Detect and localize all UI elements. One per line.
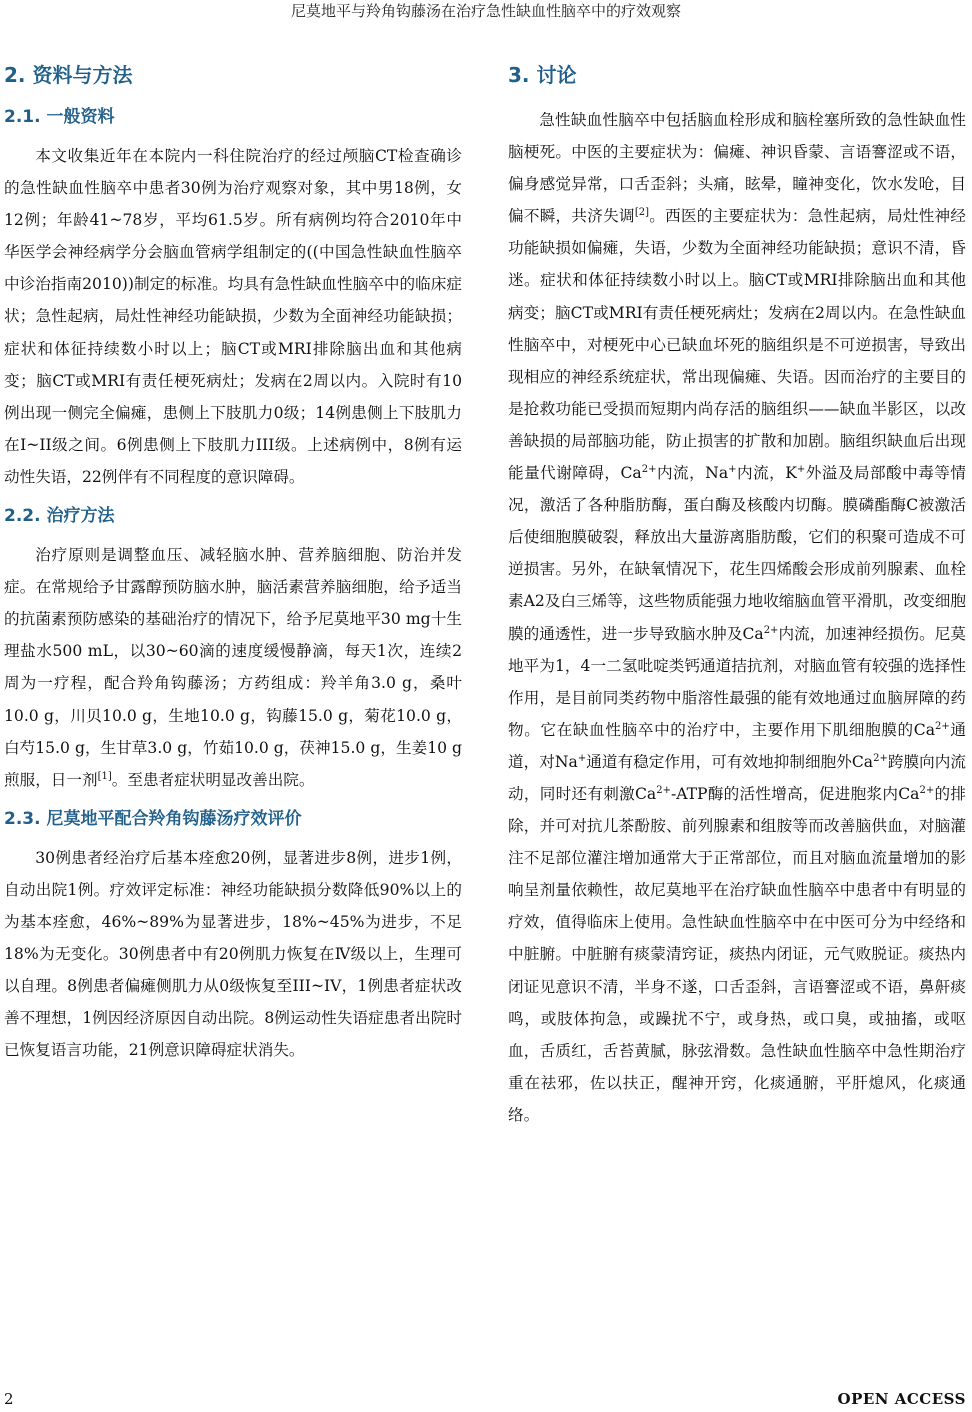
- text-segment: 的排除，并可对抗儿茶酚胺、前列腺素和组胺等而改善脑供血，对脑灌注不足部位灌注增加通常大于正常部位，而且对脑血流量增加的影响呈剂量依赖性，故尼莫地平在治疗缺血性脑卒中患者中有明显的疗效，值得临床上使用。急性缺血性脑卒中在中医可分为中经络和中脏腑。中脏腑有痰蒙清窍证，痰热内闭证，元气败脱证。痰热内闭证见意识不清，半身不遂，口舌歪斜，言语謇涩或不语，鼻鼾痰鸣，或肢体拘急，或躁扰不宁，或身热，或口臭，或抽搐，或呕血，舌质红，舌苔黄腻，脉弦滑数。急性缺血性脑卒中急性期治疗重在祛邪，佐以扶正，醒神开窍，化痰通腑，平肝熄风，化痰通络。: [508, 784, 966, 1124]
- page-number: 2: [4, 1390, 14, 1408]
- left-column: [4, 52, 462, 1076]
- text-segment: 跨膜向内流动，同时还有刺激Ca: [508, 752, 966, 803]
- paragraph-discussion: [508, 104, 966, 1131]
- text-segment: 治疗原则是调整血压、减轻脑水肿、营养脑细胞、防治并发症。在常规给予甘露醇预防脑水肿，脑活素营养脑细胞，给予适当的抗菌素预防感染的基础治疗的情况下，给予尼莫地平30 mg十生理盐水500 mL，以30~60滴的速度缓慢静滴，每天1次，连续2周为一疗程，配合羚角钩藤汤；方药组成：羚羊角3.0 g，桑叶10.0 g，川贝10.0 g，生地10.0 g，钩藤15.0 g，菊花10.0 g，白芍15.0 g，生甘草3.0 g，竹茹10.0 g，茯神15.0 g，生姜10 g煎服，日一剂: [4, 546, 462, 789]
- paragraph-evaluation: 30例患者经治疗后基本痊愈20例，显著进步8例，进步1例，自动出院1例。疗效评定标准：神经功能缺损分数降低90%以上的为基本痊愈，46%~89%为显著进步，18%~45%为进步，不足18%为无变化。30例患者中有20例肌力恢复在Ⅳ级以上，生理可以自理。8例患者偏瘫侧肌力从0级恢复至III~IV，1例患者症状改善不理想，1例因经济原因自动出院。8例运动性失语症患者出院时已恢复语言功能，21例意识障碍症状消失。: [4, 848, 462, 1060]
- text-segment: -ATP酶的活性增高，促进胞浆内Ca: [670, 784, 920, 803]
- running-header: 尼莫地平与羚角钩藤汤在治疗急性缺血性脑卒中的疗效观察: [290, 2, 681, 20]
- text-segment: 内流，加速神经损伤。尼莫地平为1，4一二氢吡啶类钙通道拮抗剂，对脑血管有较强的选择性作用，是目前同类药物中脂溶性最强的能有效地通过血脑屏障的药物。它在缺血性脑卒中的治疗中，主要作用下肌细胞膜的Ca: [508, 624, 966, 739]
- superscript-charge: +: [728, 464, 737, 476]
- text-segment: 。西医的主要症状为：急性起病，局灶性神经功能缺损如偏瘫，失语，少数为全面神经功能缺损；意识不清，昏迷。症状和体征持续数小时以上。脑CT或MRI排除脑出血和其他病变；脑CT或MRI有责任梗死病灶；发病在2周以内。在急性缺血性脑卒中，对梗死中心已缺血坏死的脑组织是不可逆损害，导致出现相应的神经系统症状，常出现偏瘫、失语。因而治疗的主要目的是抢救功能已受损而短期内尚存活的脑组织——缺血半影区，以改善缺损的局部脑功能，防止损害的扩散和加剧。脑组织缺血后出现能量代谢障碍，Ca: [508, 207, 966, 483]
- superscript-charge: 2+: [763, 624, 779, 636]
- superscript-charge: 2+: [656, 784, 671, 796]
- right-column: [508, 52, 966, 1141]
- text-segment: 通道，对Na: [508, 720, 966, 771]
- superscript-charge: 2+: [873, 752, 888, 764]
- text-segment: 外溢及局部酸中毒等情况，激活了各种脂肪酶，蛋白酶及核酸内切酶。膜磷酯酶C被激活后使细胞膜破裂，释放出大量游离脂肪酸，它们的积聚可造成不可逆损害。另外，在缺氧情况下，花生四烯酸会形成前列腺素、血栓素A2及白三烯等，这些物质能强力地收缩脑血管平滑肌，改变细胞膜的通透性，进一步导致脑水肿及Ca: [508, 464, 966, 643]
- section-heading-methods: 2. 资料与方法: [4, 63, 133, 87]
- subsection-heading-general: 2.1. 一般资料: [4, 107, 115, 127]
- superscript-charge: +: [577, 752, 587, 764]
- section-heading-discussion: 3. 讨论: [508, 63, 577, 87]
- paragraph-treatment: [4, 539, 462, 796]
- superscript-charge: 2+: [641, 464, 657, 476]
- subsection-heading-treatment: 2.2. 治疗方法: [4, 506, 115, 527]
- text-segment: 急性缺血性脑卒中包括脑血栓形成和脑栓塞所致的急性缺血性脑梗死。中医的主要症状为：偏瘫、神识昏蒙、言语謇涩或不语，偏身感觉异常，口舌歪斜；头痛，眩晕，瞳神变化，饮水发呛，目偏不瞬，共济失调: [508, 111, 966, 226]
- text-segment: 通道有稳定作用，可有效地抑制细胞外Ca: [586, 752, 874, 771]
- text-segment: 。至患者症状明显改善出院。: [111, 770, 315, 789]
- citation-ref[interactable]: [2]: [634, 207, 649, 219]
- page-footer: [0, 1384, 972, 1412]
- paragraph-general: 本文收集近年在本院内一科住院治疗的经过颅脑CT检查确诊的急性缺血性脑卒中患者30例为治疗观察对象，其中男18例，女12例；年龄41~78岁，平均61.5岁。所有病例均符合2010年中华医学会神经病学分会脑血管病学组制定的((中国急性缺血性脑卒中诊治指南2010))制定的标准。均具有急性缺血性脑卒中的临床症状；急性起病，局灶性神经功能缺损，少数为全面神经功能缺损；症状和体征持续数小时以上；脑CT或MRI排除脑出血和其他病变；脑CT或MRI有责任梗死病灶；发病在2周以内。入院时有10例出现一侧完全偏瘫，患侧上下肢肌力0级；14例患侧上下肢肌力在I~II级之间。6例患侧上下肢肌力III级。上述病例中，8例有运动性失语，22例伴有不同程度的意识障碍。: [4, 147, 462, 486]
- subsection-heading-evaluation: 2.3. 尼莫地平配合羚角钩藤汤疗效评价: [4, 808, 302, 829]
- citation-ref[interactable]: [1]: [97, 770, 112, 782]
- open-access-badge: OPEN ACCESS: [837, 1390, 966, 1408]
- text-segment: 内流，Na: [656, 464, 729, 483]
- text-segment: 内流，K: [736, 464, 797, 483]
- superscript-charge: +: [796, 464, 806, 476]
- superscript-charge: 2+: [935, 720, 950, 732]
- superscript-charge: 2+: [919, 784, 935, 796]
